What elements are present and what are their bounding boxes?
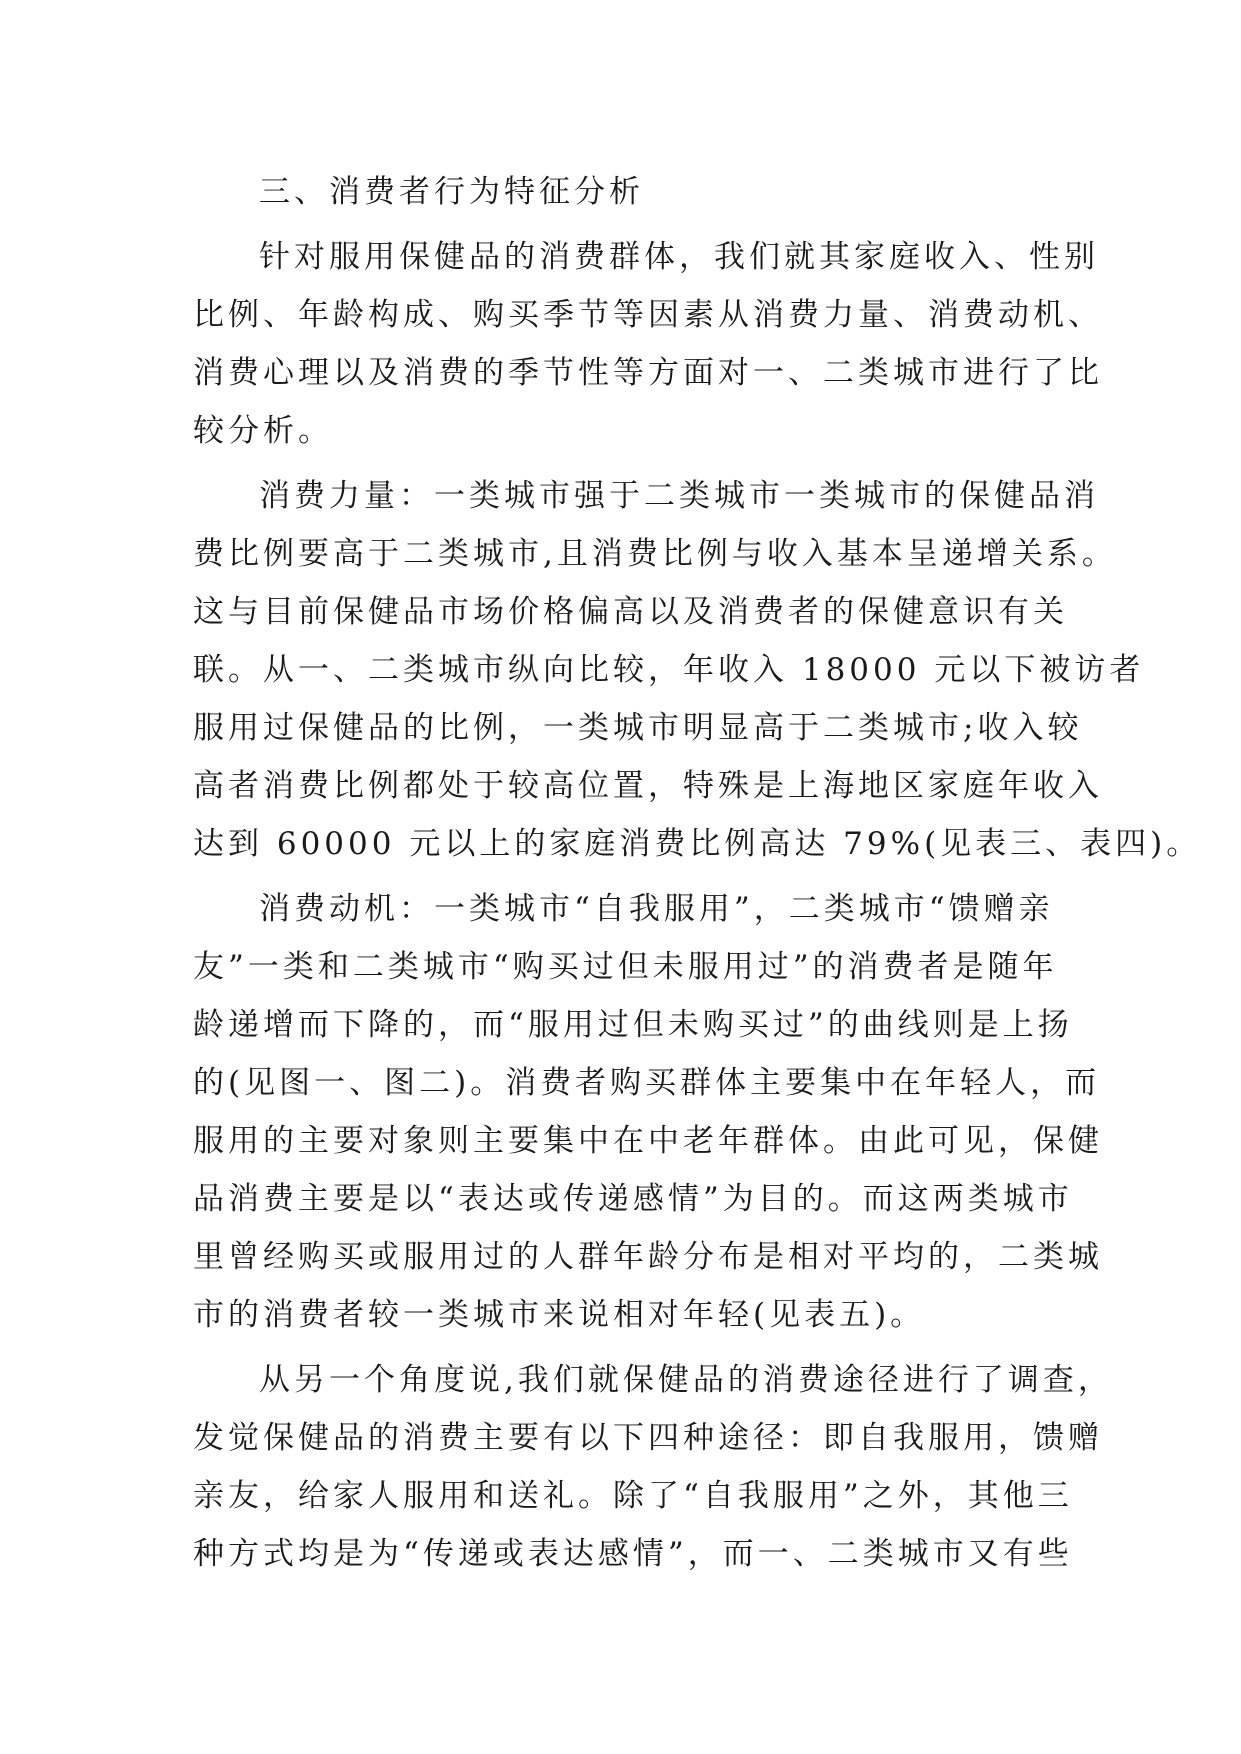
paragraph-line: 友”一类和二类城市“购买过但未服用过”的消费者是随年 bbox=[193, 949, 1058, 985]
document-body bbox=[193, 163, 1202, 1583]
paragraph-line: 服用的主要对象则主要集中在中老年群体。由此可见，保健 bbox=[193, 1123, 1103, 1159]
paragraph-line: 品消费主要是以“表达或传递感情”为目的。而这两类城市 bbox=[193, 1181, 1073, 1217]
paragraph-line: 消费力量：一类城市强于二类城市一类城市的保健品消 bbox=[259, 478, 1099, 514]
paragraph-line: 联。从一、二类城市纵向比较，年收入 18000 元以下被访者 bbox=[193, 652, 1145, 688]
paragraph-line: 针对服用保健品的消费群体，我们就其家庭收入、性别 bbox=[259, 239, 1099, 275]
paragraph-line: 服用过保健品的比例，一类城市明显高于二类城市;收入较 bbox=[193, 710, 1083, 746]
paragraph-line: 龄递增而下降的，而“服用过但未购买过”的曲线则是上扬 bbox=[193, 1007, 1073, 1043]
paragraph-line: 发觉保健品的消费主要有以下四种途径：即自我服用，馈赠 bbox=[193, 1420, 1103, 1456]
paragraph-1 bbox=[193, 228, 1103, 460]
paragraph-line: 比例、年龄构成、购买季节等因素从消费力量、消费动机、 bbox=[193, 297, 1103, 333]
paragraph-line: 高者消费比例都处于较高位置，特殊是上海地区家庭年收入 bbox=[193, 768, 1103, 804]
paragraph-line: 费比例要高于二类城市,且消费比例与收入基本呈递增关系。 bbox=[193, 536, 1117, 572]
paragraph-line: 从另一个角度说,我们就保健品的消费途径进行了调查， bbox=[259, 1362, 1113, 1398]
paragraph-line: 市的消费者较一类城市来说相对年轻(见表五)。 bbox=[193, 1297, 926, 1333]
paragraph-line: 里曾经购买或服用过的人群年龄分布是相对平均的，二类城 bbox=[193, 1239, 1103, 1275]
paragraph-4 bbox=[193, 1351, 1113, 1583]
paragraph-3 bbox=[193, 880, 1103, 1344]
paragraph-line: 达到 60000 元以上的家庭消费比例高达 79%(见表三、表四)。 bbox=[193, 826, 1202, 862]
paragraph-line: 较分析。 bbox=[193, 413, 333, 449]
paragraph-line: 亲友，给家人服用和送礼。除了“自我服用”之外，其他三 bbox=[193, 1478, 1073, 1514]
section-heading: 三、消费者行为特征分析 bbox=[259, 174, 644, 210]
paragraph-2 bbox=[193, 467, 1202, 873]
paragraph-line: 这与目前保健品市场价格偏高以及消费者的保健意识有关 bbox=[193, 594, 1068, 630]
paragraph-line: 种方式均是为“传递或表达感情”，而一、二类城市又有些 bbox=[193, 1536, 1073, 1572]
paragraph-line: 的(见图一、图二)。消费者购买群体主要集中在年轻人，而 bbox=[193, 1065, 1101, 1101]
paragraph-line: 消费心理以及消费的季节性等方面对一、二类城市进行了比 bbox=[193, 355, 1103, 391]
paragraph-line: 消费动机：一类城市“自我服用”，二类城市“馈赠亲 bbox=[259, 891, 1054, 927]
